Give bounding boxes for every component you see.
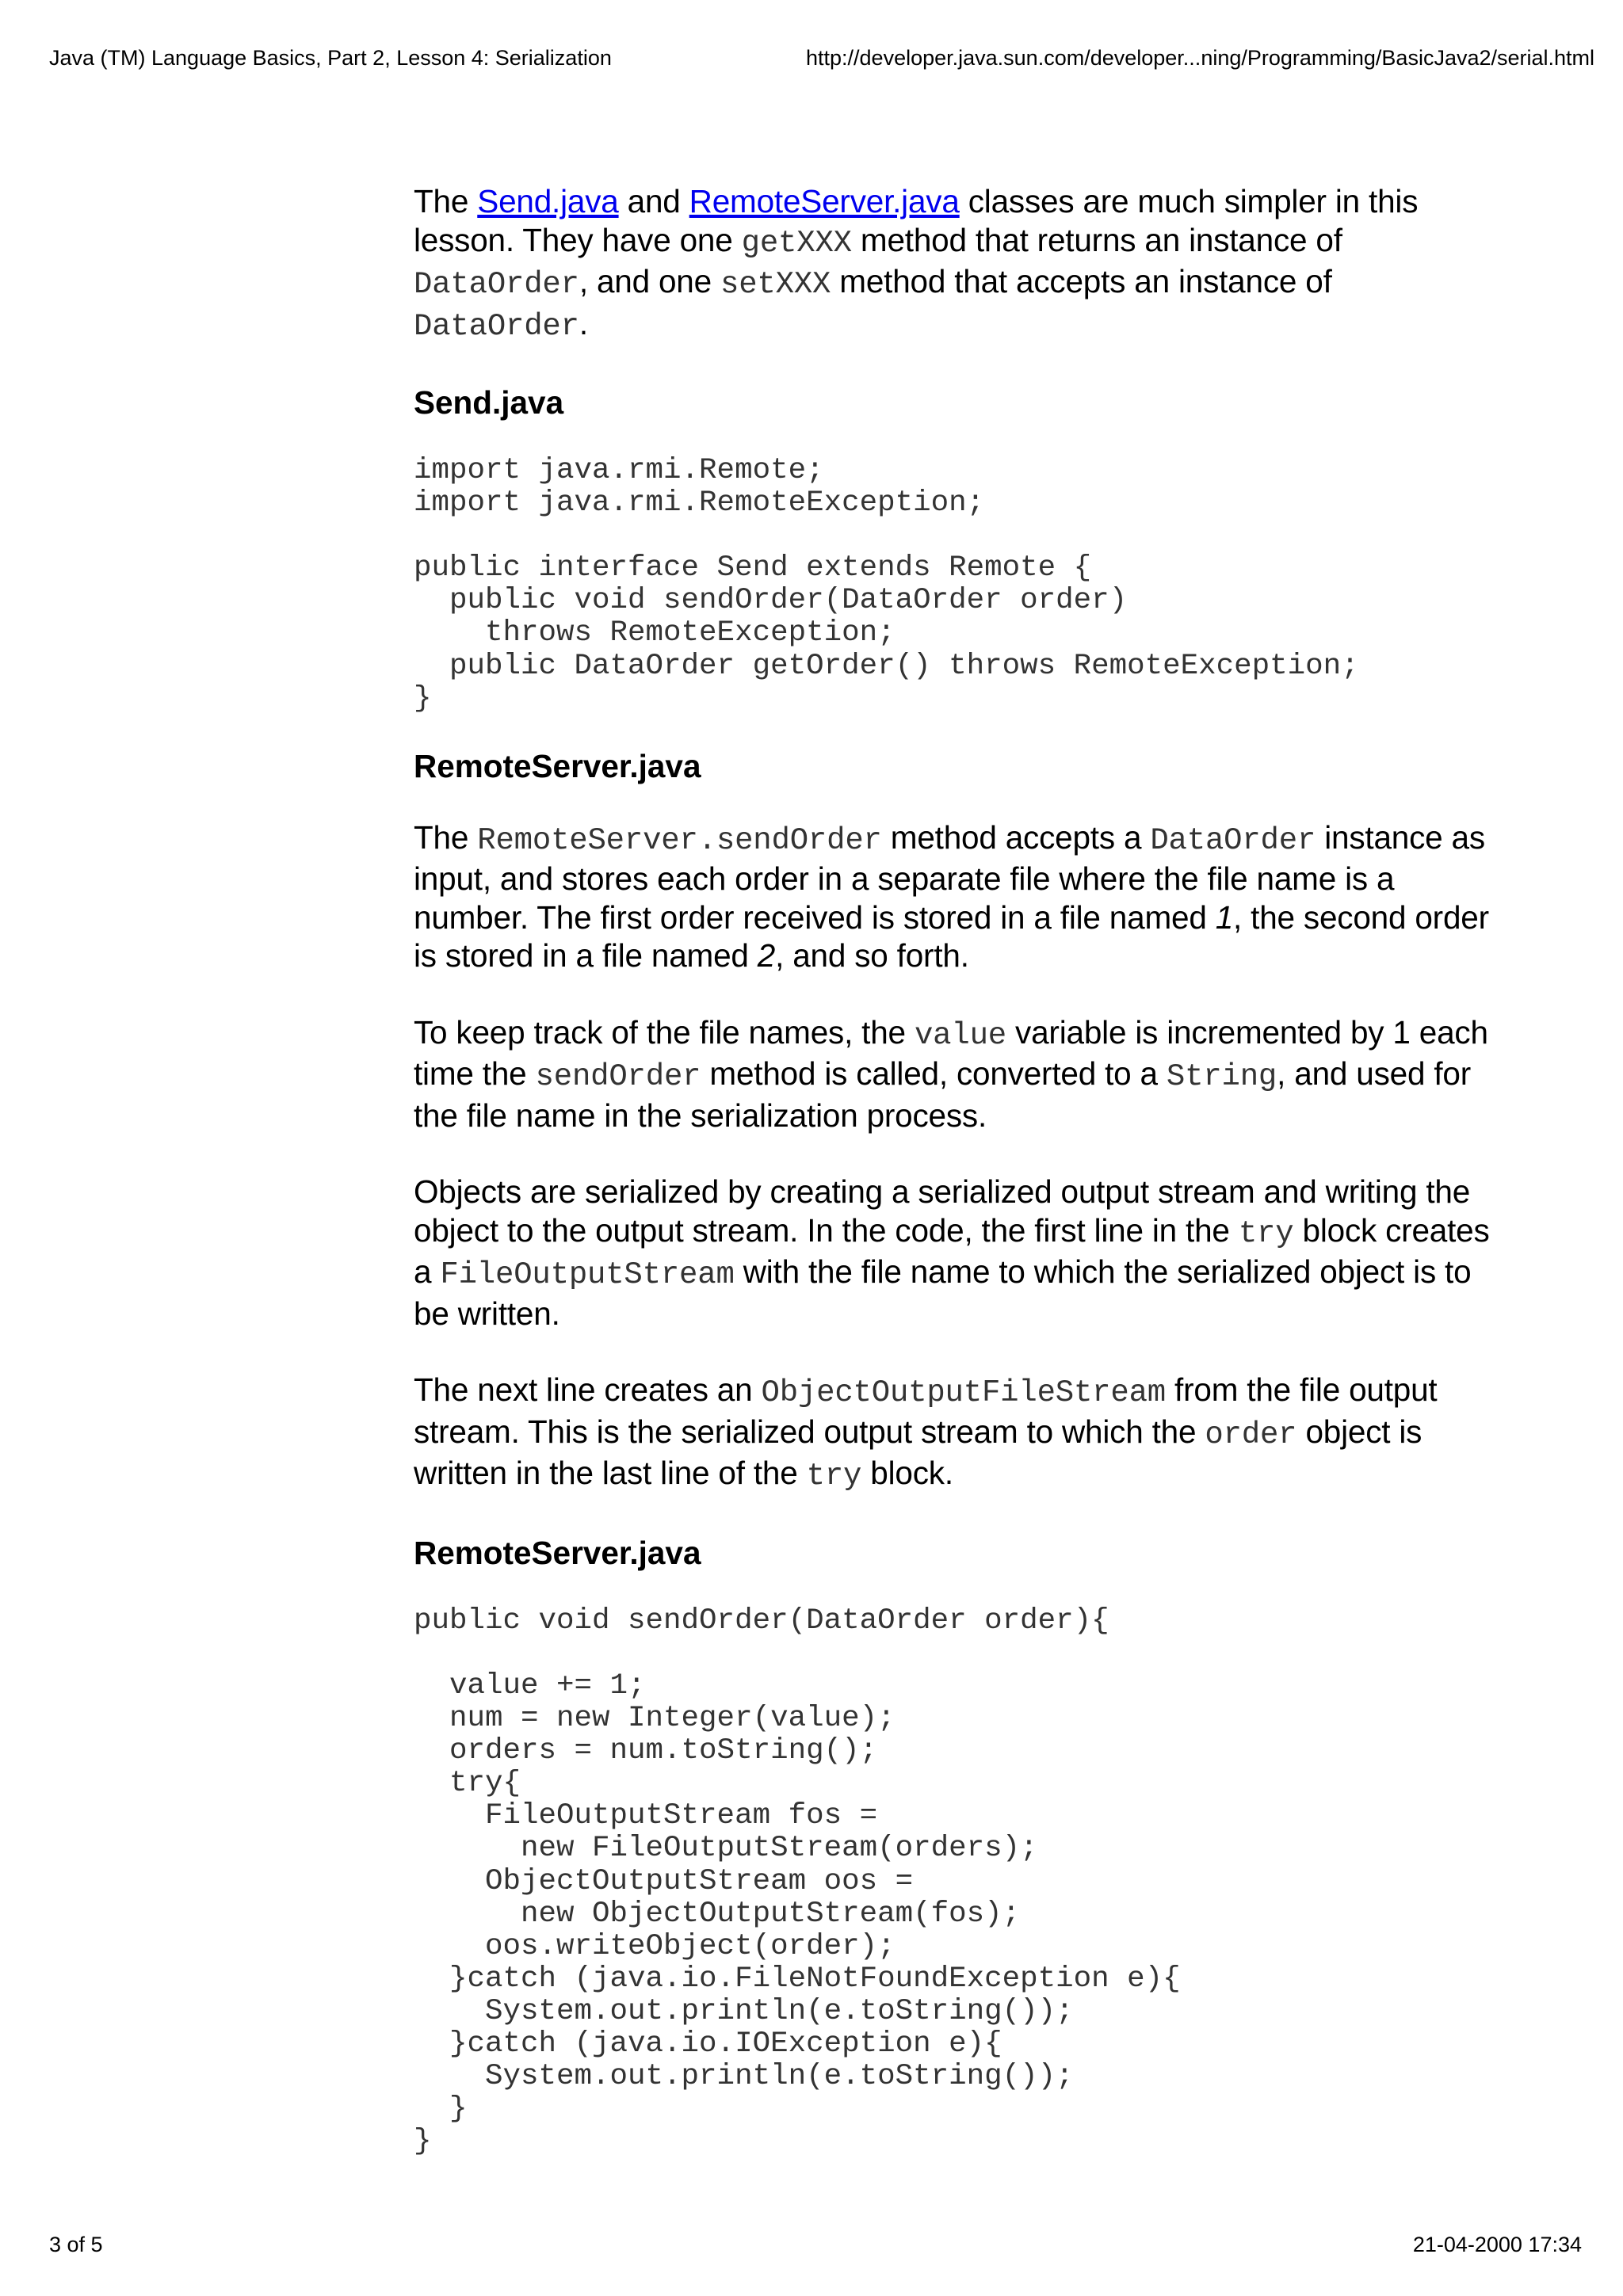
article-content	[414, 182, 1499, 2190]
text: method that returns an instance of	[851, 221, 1342, 258]
text: The	[414, 818, 478, 856]
text: , the second order is stored in a file named	[414, 898, 1489, 974]
print-header-title: Java (TM) Language Basics, Part 2, Lesson 4: Serialization	[49, 46, 612, 70]
remoteserver-java-code-block: public void sendOrder(DataOrder order){ value += 1; num = new Integer(value); orders = num.toString(); try{ FileOutputStream fos = new FileOutputStream(orders); ObjectOutputStream oos = new ObjectOutputStream(fos); oos.writeObject(order); }catch (java.io.FileNotFoundException e){ System.out.println(e.toString()); }catch (java.io.IOException e){ System.out.println(e.toString()); } }	[414, 1604, 1181, 2159]
text: variable is incremented by 1 each time the	[414, 1013, 1488, 1093]
text: block.	[861, 1455, 953, 1492]
page-number: 3 of 5	[49, 2233, 103, 2256]
remoteserver-java-heading: RemoteServer.java	[414, 747, 701, 784]
text: To keep track of the file names, the	[414, 1013, 915, 1051]
text: instance as input, and stores each order in a separate file where the file name is a number. The first order received is stored in a file named	[414, 818, 1485, 936]
text: block creates a	[414, 1211, 1490, 1291]
inline-code: FileOutputStream	[440, 1257, 735, 1293]
text: with the file name to which the serialized object is to be written.	[414, 1253, 1472, 1332]
inline-code: DataOrder	[1150, 822, 1316, 858]
inline-code: value	[914, 1017, 1006, 1053]
send-java-code-block: import java.rmi.Remote; import java.rmi.RemoteException; public interface Send extends Remote { public void sendOrder(DataOrder order) throws RemoteException; public DataOrder getOrder() throws RemoteException; }	[414, 454, 1359, 715]
inline-code: ObjectOutputFileStream	[761, 1375, 1166, 1411]
italic-text: 1	[1215, 898, 1234, 936]
inline-code: DataOrder	[414, 267, 579, 302]
remoteserver-java-code-heading: RemoteServer.java	[414, 1534, 701, 1571]
serialization-paragraph	[414, 1173, 1499, 1333]
text: , and so forth.	[775, 937, 969, 974]
text: method is called, converted to a	[701, 1055, 1167, 1093]
inline-code: sendOrder	[535, 1059, 701, 1095]
remoteserver-java-link[interactable]: RemoteServer.java	[689, 183, 960, 219]
file-names-paragraph	[414, 1013, 1499, 1135]
text: method that accepts an instance of	[831, 263, 1332, 299]
text: object is written in the last line of the	[414, 1413, 1423, 1492]
intro-paragraph	[414, 182, 1499, 345]
inline-code: order	[1205, 1417, 1297, 1452]
text: classes are much simpler in this lesson. They have one	[414, 183, 1419, 258]
inline-code: try	[806, 1459, 862, 1494]
italic-text: 2	[757, 937, 776, 974]
text: , and used for the file name in the serialization process.	[414, 1055, 1472, 1134]
object-output-stream-paragraph	[414, 1371, 1499, 1496]
print-datetime: 21-04-2000 17:34	[1412, 2233, 1582, 2256]
text: The	[414, 183, 478, 219]
text: .	[579, 304, 588, 341]
text: from the file output stream. This is the serialized output stream to which the	[414, 1371, 1438, 1450]
inline-code: RemoteServer.sendOrder	[477, 822, 882, 858]
sendorder-description-paragraph	[414, 818, 1499, 975]
text: The next line creates an	[414, 1371, 762, 1409]
print-header-url: http://developer.java.sun.com/developer...ning/Programming/BasicJava2/serial.html	[806, 46, 1595, 70]
text: method accepts a	[881, 818, 1151, 856]
text: , and one	[579, 263, 720, 299]
print-footer	[49, 2233, 1582, 2257]
send-java-link[interactable]: Send.java	[477, 183, 619, 219]
text: Objects are serialized by creating a serialized output stream and writing the object to the output stream. In the code, the first line in the	[414, 1173, 1471, 1249]
inline-code: try	[1238, 1215, 1294, 1251]
inline-code: setXXX	[720, 267, 831, 302]
text: and	[618, 183, 689, 219]
send-java-heading: Send.java	[414, 384, 564, 421]
inline-code: String	[1166, 1059, 1277, 1095]
print-header	[49, 46, 1595, 71]
inline-code: getXXX	[741, 225, 852, 261]
inline-code: DataOrder	[414, 308, 579, 344]
